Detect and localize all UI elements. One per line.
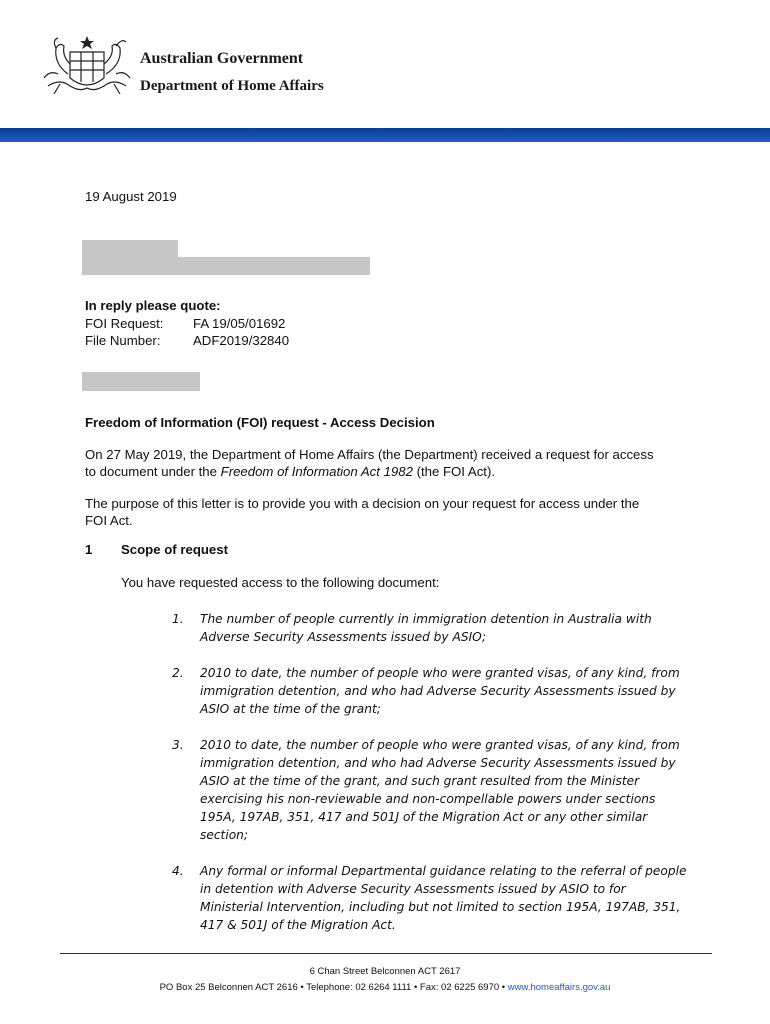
para2-line2: FOI Act. <box>85 513 133 528</box>
website-link[interactable]: www.homeaffairs.gov.au <box>507 982 611 993</box>
section-number: 1 <box>85 542 93 557</box>
item-number: 1. <box>172 612 184 626</box>
redacted-name <box>82 240 178 258</box>
item-text: 2010 to date, the number of people who were granted visas, of any kind, from immigration detention, and who had Adverse Security Assessments issued by ASIO at the time of the grant; <box>200 666 680 716</box>
department-title: Department of Home Affairs <box>140 78 324 94</box>
scope-intro: You have requested access to the following document: <box>121 575 440 590</box>
footer-divider <box>60 953 712 954</box>
government-title: Australian Government <box>140 50 304 67</box>
header-bar <box>0 128 770 142</box>
footer-address: 6 Chan Street Belconnen ACT 2617 <box>309 966 461 977</box>
item-number: 4. <box>172 864 184 878</box>
item-text: The number of people currently in immigration detention in Australia with Adverse Security Assessments issued by ASIO; <box>200 612 652 644</box>
letterhead <box>0 0 770 128</box>
list-item <box>172 610 692 646</box>
redacted-address <box>82 257 370 275</box>
footer-contact-details: PO Box 25 Belconnen ACT 2616 • Telephone: 02 6264 1111 • Fax: 02 6225 6970 • <box>159 982 508 993</box>
para1-text-pre: to document under the <box>85 464 221 479</box>
redacted-salutation <box>82 372 200 391</box>
file-number-value: ADF2019/32840 <box>193 333 290 348</box>
foi-request-label: FOI Request: <box>85 316 164 331</box>
request-items-list <box>172 610 692 952</box>
item-text: 2010 to date, the number of people who were granted visas, of any kind, from immigration detention, and who had Adverse Security Assessments issued by ASIO at the time of the grant, and such grant resulted from the Minister exercising his non-reviewable and non-compellable powers under sections 195A, 197AB, 351, 417 and 501J of the Migration Act or any other similar section; <box>200 738 680 842</box>
section-title: Scope of request <box>121 542 228 557</box>
file-number-label: File Number: <box>85 333 161 348</box>
para1-line2 <box>85 463 495 480</box>
list-item <box>172 862 692 934</box>
letter-date: 19 August 2019 <box>85 189 177 204</box>
item-number: 2. <box>172 666 184 680</box>
para1-line1: On 27 May 2019, the Department of Home Affairs (the Department) received a request for access <box>85 447 654 462</box>
item-number: 3. <box>172 738 184 752</box>
para2-line1: The purpose of this letter is to provide you with a decision on your request for access under the <box>85 496 640 511</box>
coat-of-arms-icon <box>40 34 134 98</box>
list-item <box>172 736 692 844</box>
para1-text-post: (the FOI Act). <box>412 464 496 479</box>
footer-contact <box>0 982 770 993</box>
list-item <box>172 664 692 718</box>
subject-heading: Freedom of Information (FOI) request - Access Decision <box>85 415 435 430</box>
item-text: Any formal or informal Departmental guidance relating to the referral of people in detention with Adverse Security Assessments issued by ASIO to for Ministerial Intervention, including but not limited to section 195A, 197AB, 351, 417 & 501J of the Migration Act. <box>200 864 687 932</box>
foi-request-value: FA 19/05/01692 <box>193 316 286 331</box>
reply-quote-label: In reply please quote: <box>85 298 221 313</box>
act-title: Freedom of Information Act 1982 <box>220 464 413 479</box>
